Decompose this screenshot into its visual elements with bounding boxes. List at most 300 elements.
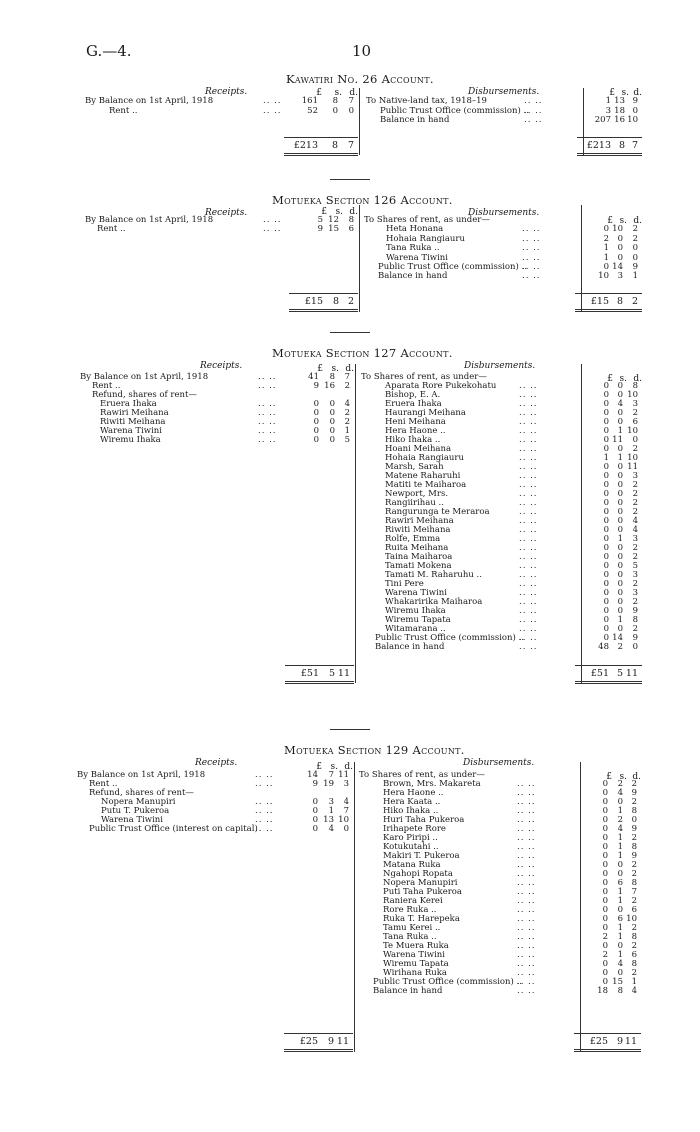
disbursement-label: To Shares of rent, as under—: [359, 770, 485, 780]
disbursement-label: Bishop, E. A.: [385, 390, 441, 400]
total-double-rule: [574, 1049, 641, 1052]
list-item: [0, 436, 700, 445]
amount-s: 6: [617, 878, 623, 888]
disbursement-label: Aparata Rore Pukekohatu: [385, 381, 497, 391]
disbursement-label: Tamu Kerei ..: [383, 923, 441, 933]
amount-d: 0: [343, 824, 349, 834]
disbursement-label: Balance in hand: [373, 986, 443, 996]
amount-l: 0: [602, 851, 608, 861]
amount-l: 0: [603, 507, 609, 517]
amount-d: 10: [627, 426, 638, 436]
total-amount: 5: [328, 668, 335, 679]
disbursement-label: Tini Pere: [385, 579, 424, 589]
leader-dots: .. ..: [519, 462, 538, 472]
disbursement-label: Warena Tiwini: [385, 588, 447, 598]
total-amount: 8: [618, 140, 625, 151]
amount-l: 0: [602, 797, 608, 807]
amount-l: 0: [602, 968, 608, 978]
leader-dots: .. ..: [519, 552, 538, 562]
receipts-heading: Receipts.: [205, 208, 248, 218]
list-item: [0, 427, 700, 436]
amount-d: 2: [631, 860, 637, 870]
disbursement-label: Balance in hand: [378, 271, 448, 282]
currency-header: d.: [344, 762, 353, 772]
list-item: [0, 544, 700, 553]
amount-l: 5: [317, 215, 323, 225]
amount-d: 7: [344, 372, 350, 382]
leader-dots: .. ..: [517, 968, 536, 978]
leader-dots: .. ..: [519, 489, 538, 499]
list-item: [0, 897, 700, 906]
amount-d: 2: [344, 408, 350, 418]
amount-l: 0: [602, 806, 608, 816]
total-double-rule: [284, 1049, 353, 1052]
amount-d: 2: [632, 624, 638, 634]
amount-d: 9: [631, 788, 637, 798]
amount-d: 6: [631, 905, 637, 915]
amount-l: 0: [603, 543, 609, 553]
currency-header: s.: [335, 207, 343, 217]
leader-dots: .. ..: [255, 815, 274, 825]
amount-l: 0: [602, 959, 608, 969]
list-item: [0, 254, 700, 263]
leader-dots: .. ..: [263, 96, 282, 106]
disbursement-label: Raniera Kerei: [383, 896, 443, 906]
total-amount: £25: [589, 1036, 608, 1047]
leader-dots: .. ..: [517, 986, 536, 996]
total-double-rule: [284, 153, 358, 156]
receipt-label: Wiremu Ihaka: [100, 435, 161, 445]
total-double-rule: [577, 153, 642, 156]
disbursement-label: Public Trust Office (commission) ..: [373, 977, 522, 987]
currency-header: d.: [633, 374, 642, 384]
amount-d: 0: [632, 435, 638, 445]
leader-dots: .. ..: [517, 977, 536, 987]
disbursement-label: Public Trust Office (commission) ..: [378, 262, 527, 272]
disbursement-label: Taina Maiharoa: [385, 552, 453, 562]
amount-s: 0: [329, 417, 335, 427]
amount-l: 0: [603, 534, 609, 544]
disbursement-label: Heni Meihana: [385, 417, 446, 427]
amount-l: 0: [602, 896, 608, 906]
amount-d: 3: [632, 534, 638, 544]
list-item: [0, 244, 700, 253]
total-rule: [285, 665, 354, 666]
amount-d: 2: [632, 480, 638, 490]
total-double-rule: [575, 681, 642, 684]
disbursement-label: Rangurunga te Meraroa: [385, 507, 490, 517]
disbursement-label: Hera Haone ..: [383, 788, 444, 798]
leader-dots: .. ..: [517, 887, 536, 897]
total-amount: 11: [624, 1036, 637, 1047]
amount-l: 0: [603, 408, 609, 418]
leader-dots: .. ..: [263, 105, 282, 116]
amount-s: 0: [617, 588, 623, 598]
amount-s: 1: [617, 806, 623, 816]
amount-l: 0: [312, 824, 318, 834]
leader-dots: .. ..: [258, 372, 277, 382]
leader-dots: .. ..: [255, 797, 274, 807]
amount-l: 0: [602, 788, 608, 798]
list-item: [0, 463, 700, 472]
disbursement-label: Ruka T. Harepeka: [383, 914, 460, 924]
total-amount: 9: [616, 1036, 623, 1047]
list-item: [0, 508, 700, 517]
amount-s: 0: [617, 516, 623, 526]
disbursement-label: Rore Ruka ..: [383, 905, 437, 915]
list-item: [0, 978, 700, 987]
leader-dots: .. ..: [517, 959, 536, 969]
amount-s: 4: [617, 824, 623, 834]
leader-dots: .. ..: [522, 233, 541, 244]
disbursement-label: Eruera Ihaka: [385, 399, 442, 409]
amount-s: 0: [617, 525, 623, 535]
amount-l: 0: [602, 815, 608, 825]
currency-header: d.: [345, 364, 354, 374]
currency-header: s.: [621, 88, 629, 98]
total-amount: 5: [616, 668, 623, 679]
leader-dots: .. ..: [517, 923, 536, 933]
receipt-label: Refund, shares of rent—: [92, 390, 197, 400]
amount-s: 15: [328, 224, 339, 235]
list-item: [0, 373, 700, 382]
receipt-label: Rent ..: [97, 224, 126, 235]
list-item: [0, 924, 700, 933]
amount-s: 0: [617, 797, 623, 807]
leader-dots: .. ..: [258, 399, 277, 409]
amount-d: 2: [631, 833, 637, 843]
receipts-heading: Receipts.: [205, 87, 248, 97]
disbursement-label: Ngahopi Ropata: [383, 869, 453, 879]
leader-dots: .. ..: [522, 271, 541, 282]
list-item: [0, 771, 700, 780]
disbursement-label: Wiremu Ihaka: [385, 606, 446, 616]
amount-d: 8: [631, 932, 637, 942]
amount-d: 2: [632, 444, 638, 454]
amount-s: 1: [617, 534, 623, 544]
amount-s: 4: [328, 824, 334, 834]
amount-d: 2: [631, 941, 637, 951]
amount-l: 0: [603, 480, 609, 490]
total-amount: 11: [337, 668, 350, 679]
disbursement-label: Makiri T. Pukeroa: [383, 851, 460, 861]
amount-l: 0: [602, 869, 608, 879]
leader-dots: .. ..: [258, 417, 277, 427]
amount-l: 0: [603, 224, 609, 235]
amount-l: 0: [312, 806, 318, 816]
amount-l: 41: [308, 372, 319, 382]
receipts-heading: Receipts.: [195, 758, 238, 768]
amount-s: 1: [617, 896, 623, 906]
leader-dots: .. ..: [519, 534, 538, 544]
amount-l: 0: [603, 471, 609, 481]
amount-d: 8: [631, 842, 637, 852]
amount-l: 0: [602, 833, 608, 843]
list-item: [0, 454, 700, 463]
leader-dots: .. ..: [517, 914, 536, 924]
amount-l: 0: [313, 408, 319, 418]
amount-s: 0: [617, 471, 623, 481]
list-item: [0, 870, 700, 879]
amount-s: 1: [617, 426, 623, 436]
leader-dots: .. ..: [517, 833, 536, 843]
receipt-label: By Balance on 1st April, 1918: [80, 372, 209, 382]
leader-dots: .. ..: [519, 381, 538, 391]
amount-d: 7: [631, 887, 637, 897]
amount-d: 10: [627, 115, 638, 126]
amount-d: 7: [343, 806, 349, 816]
receipt-label: Riwiti Meihana: [100, 417, 166, 427]
disbursement-label: Hera Haone ..: [385, 426, 446, 436]
section-separator: [330, 332, 370, 333]
amount-s: 8: [332, 96, 338, 106]
total-double-rule: [289, 309, 358, 312]
currency-header: s.: [619, 772, 627, 782]
disbursement-label: Hohaia Rangiauru: [385, 453, 464, 463]
amount-d: 9: [631, 851, 637, 861]
total-rule: [577, 137, 642, 138]
list-item: [0, 780, 700, 789]
list-item: [0, 571, 700, 580]
list-item: [0, 553, 700, 562]
amount-d: 9: [632, 606, 638, 616]
leader-dots: .. ..: [517, 797, 536, 807]
amount-s: 14: [612, 262, 623, 272]
disbursement-label: Ruita Meihana: [385, 543, 449, 553]
total-rule: [289, 293, 358, 294]
amount-l: 9: [313, 381, 319, 391]
disbursement-label: Public Trust Office (commission) ..: [375, 633, 524, 643]
disbursement-label: Kotukutahi ..: [383, 842, 439, 852]
amount-d: 2: [632, 597, 638, 607]
total-double-rule: [285, 681, 354, 684]
list-item: [0, 263, 700, 272]
amount-d: 2: [631, 779, 637, 789]
list-item: [0, 951, 700, 960]
list-item: [0, 472, 700, 481]
amount-d: 0: [632, 243, 638, 254]
amount-l: 161: [301, 96, 318, 106]
total-amount: £15: [304, 296, 323, 307]
list-item: [0, 843, 700, 852]
amount-s: 4: [617, 399, 623, 409]
currency-header: d.: [632, 772, 641, 782]
amount-d: 3: [632, 471, 638, 481]
leader-dots: .. ..: [519, 498, 538, 508]
leader-dots: .. ..: [519, 417, 538, 427]
disbursement-label: Tamati M. Raharuhu ..: [385, 570, 482, 580]
total-rule: [284, 1033, 353, 1034]
amount-s: 13: [323, 815, 334, 825]
amount-s: 0: [617, 968, 623, 978]
amount-l: 0: [603, 462, 609, 472]
amount-d: 9: [632, 262, 638, 272]
total-amount: 8: [616, 296, 623, 307]
amount-l: 0: [602, 878, 608, 888]
amount-s: 15: [612, 977, 623, 987]
amount-l: 0: [313, 417, 319, 427]
receipt-label: By Balance on 1st April, 1918: [77, 770, 206, 780]
amount-s: 0: [617, 233, 623, 244]
amount-s: 16: [614, 115, 625, 126]
amount-d: 2: [632, 233, 638, 244]
receipt-label: By Balance on 1st April, 1918: [85, 96, 214, 106]
amount-s: 2: [617, 779, 623, 789]
amount-s: 10: [612, 224, 623, 235]
page-number: 10: [352, 42, 372, 60]
list-item: [0, 607, 700, 616]
total-amount: £213: [586, 140, 611, 151]
list-item: [0, 272, 700, 281]
amount-d: 4: [344, 399, 350, 409]
amount-d: 9: [632, 633, 638, 643]
amount-d: 8: [348, 215, 354, 225]
disbursement-label: Wirihana Ruka: [383, 968, 447, 978]
leader-dots: .. ..: [517, 896, 536, 906]
amount-d: 1: [631, 977, 637, 987]
list-item: [0, 933, 700, 942]
amount-s: 0: [329, 408, 335, 418]
list-item: [0, 445, 700, 454]
amount-d: 2: [631, 896, 637, 906]
receipt-label: Nopera Manupiri: [101, 797, 176, 807]
amount-s: 1: [617, 851, 623, 861]
disbursement-label: Hoani Meihana: [385, 444, 452, 454]
amount-s: 11: [612, 435, 623, 445]
leader-dots: .. ..: [517, 779, 536, 789]
list-item: [0, 879, 700, 888]
disbursement-label: Wiremu Tapata: [383, 959, 449, 969]
account-title: Kawatiri No. 26 Account.: [286, 72, 434, 86]
leader-dots: .. ..: [519, 453, 538, 463]
list-item: [0, 382, 700, 391]
amount-s: 12: [328, 215, 339, 225]
amount-s: 8: [329, 372, 335, 382]
amount-d: 2: [631, 923, 637, 933]
amount-l: 0: [602, 779, 608, 789]
leader-dots: .. ..: [519, 561, 538, 571]
list-item: [0, 490, 700, 499]
amount-l: 0: [603, 579, 609, 589]
amount-s: 1: [617, 932, 623, 942]
leader-dots: .. ..: [519, 615, 538, 625]
leader-dots: .. ..: [517, 851, 536, 861]
disbursement-label: Marsh, Sarah: [385, 462, 444, 472]
amount-l: 0: [602, 860, 608, 870]
amount-d: 6: [631, 950, 637, 960]
amount-s: 0: [617, 579, 623, 589]
amount-d: 2: [632, 543, 638, 553]
amount-d: 2: [631, 968, 637, 978]
amount-s: 1: [617, 950, 623, 960]
total-amount: £25: [299, 1036, 318, 1047]
disbursement-label: Huri Taha Pukeroa: [383, 815, 465, 825]
currency-header: £: [316, 762, 322, 772]
leader-dots: .. ..: [519, 444, 538, 454]
amount-l: 9: [312, 779, 318, 789]
receipt-label: Rent ..: [89, 779, 118, 789]
section-separator: [330, 729, 370, 730]
amount-l: 0: [313, 435, 319, 445]
disbursement-label: Tana Ruka ..: [383, 932, 437, 942]
disbursement-label: Warena Tiwini: [386, 252, 448, 263]
leader-dots: .. ..: [519, 516, 538, 526]
currency-header: s.: [331, 364, 339, 374]
amount-l: 0: [603, 633, 609, 643]
leader-dots: .. ..: [517, 806, 536, 816]
disbursement-label: Public Trust Office (commission) ..: [380, 105, 529, 116]
page-ref: G.—4.: [86, 42, 132, 60]
amount-d: 2: [632, 489, 638, 499]
amount-d: 2: [631, 797, 637, 807]
amount-l: 0: [603, 615, 609, 625]
disbursement-label: Nopera Manupiri: [383, 878, 458, 888]
disbursement-label: Hera Kaata ..: [383, 797, 441, 807]
amount-s: 0: [617, 561, 623, 571]
leader-dots: .. ..: [517, 860, 536, 870]
leader-dots: .. ..: [519, 597, 538, 607]
amount-s: 0: [617, 941, 623, 951]
receipt-label: Warena Tiwini: [100, 426, 162, 436]
leader-dots: .. ..: [519, 570, 538, 580]
amount-l: 1: [603, 243, 609, 254]
disbursement-label: Witamarana ..: [385, 624, 446, 634]
receipt-label: Public Trust Office (interest on capital): [89, 824, 258, 834]
disbursement-label: Tana Ruka ..: [386, 243, 440, 254]
amount-s: 1: [617, 887, 623, 897]
currency-header: s.: [619, 216, 627, 226]
amount-s: 0: [329, 435, 335, 445]
currency-header: £: [607, 374, 613, 384]
amount-s: 0: [617, 543, 623, 553]
amount-d: 3: [632, 570, 638, 580]
list-item: [0, 942, 700, 951]
leader-dots: .. ..: [519, 543, 538, 553]
amount-l: 0: [603, 525, 609, 535]
leader-dots: .. ..: [519, 426, 538, 436]
amount-s: 2: [617, 815, 623, 825]
amount-l: 0: [603, 552, 609, 562]
disbursement-label: Rawiri Meihana: [385, 516, 454, 526]
leader-dots: .. ..: [524, 115, 543, 126]
amount-d: 4: [632, 525, 638, 535]
amount-s: 0: [617, 498, 623, 508]
amount-s: 0: [617, 462, 623, 472]
leader-dots: .. ..: [519, 579, 538, 589]
amount-l: 2: [603, 233, 609, 244]
amount-d: 0: [632, 642, 638, 652]
amount-l: 0: [603, 498, 609, 508]
disbursement-label: Puti Taha Pukeroa: [383, 887, 462, 897]
amount-s: 0: [332, 105, 338, 116]
amount-l: 0: [603, 570, 609, 580]
amount-d: 4: [632, 516, 638, 526]
list-item: [0, 969, 700, 978]
list-item: [0, 580, 700, 589]
leader-dots: .. ..: [522, 262, 541, 272]
list-item: [0, 834, 700, 843]
leader-dots: .. ..: [258, 408, 277, 418]
amount-l: 9: [317, 224, 323, 235]
leader-dots: .. ..: [522, 243, 541, 254]
amount-l: 0: [312, 815, 318, 825]
leader-dots: .. ..: [519, 435, 538, 445]
account-title: Motueka Section 126 Account.: [272, 193, 453, 207]
leader-dots: .. ..: [519, 525, 538, 535]
amount-s: 0: [617, 417, 623, 427]
amount-l: 2: [602, 950, 608, 960]
receipt-label: Rent ..: [109, 105, 138, 116]
